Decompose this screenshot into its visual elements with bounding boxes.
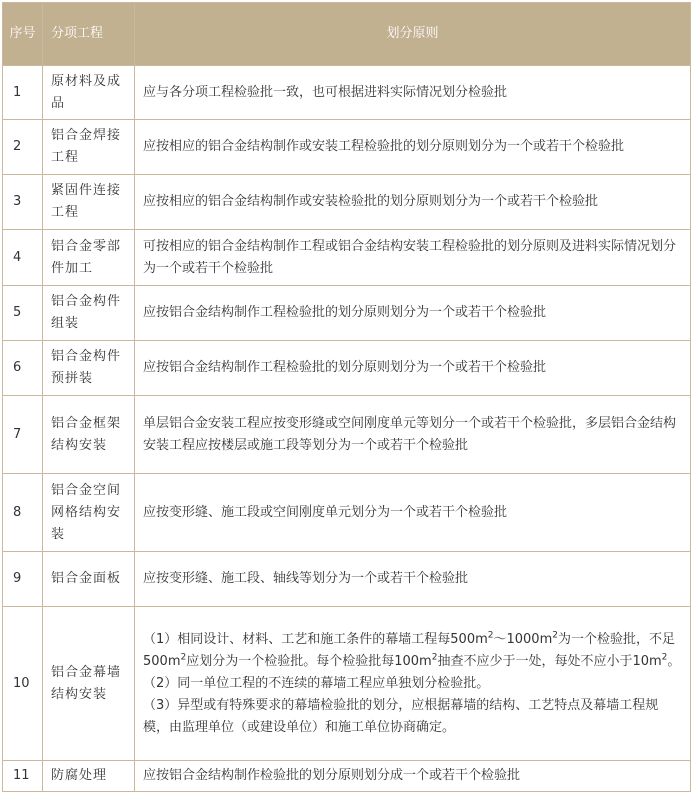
header-seq: 序号 — [3, 3, 43, 66]
row-item: 铝合金框架结构安装 — [43, 396, 135, 474]
table-header-row — [3, 3, 691, 66]
table-row — [3, 66, 691, 120]
table-row — [3, 761, 691, 792]
row-rule: 应按变形缝、施工段、轴线等划分为一个或若干个检验批 — [135, 552, 691, 607]
table-row — [3, 230, 691, 286]
row-item: 防腐处理 — [43, 761, 135, 792]
row-rule — [135, 607, 691, 761]
row-seq: 11 — [3, 761, 43, 792]
row-item: 铝合金幕墙结构安装 — [43, 607, 135, 761]
table-row — [3, 607, 691, 761]
row-item: 紧固件连接工程 — [43, 175, 135, 230]
row-seq: 3 — [3, 175, 43, 230]
row-rule: 应按相应的铝合金结构制作或安装检验批的划分原则划分为一个或若干个检验批 — [135, 175, 691, 230]
table-row — [3, 120, 691, 175]
row-seq: 1 — [3, 66, 43, 120]
header-item: 分项工程 — [43, 3, 135, 66]
rule-paragraph-1: （1）相同设计、材料、工艺和施工条件的幕墙工程每$500m^2\sim 1000m^2$为一个检验批，不足$500m^2$应划分为一个检验批。每个检验批每$100m^2$抽查不应少于一处，每处不应小于$10m^2$。 — [143, 630, 681, 669]
table-row — [3, 286, 691, 341]
row-seq: 5 — [3, 286, 43, 341]
row-item: 铝合金面板 — [43, 552, 135, 607]
row-rule: 应按铝合金结构制作工程检验批的划分原则划分为一个或若干个检验批 — [135, 341, 691, 396]
row-rule: 应按铝合金结构制作检验批的划分原则划分成一个或若干个检验批 — [135, 761, 691, 792]
row-seq: 6 — [3, 341, 43, 396]
inspection-lot-table — [2, 2, 691, 792]
table-row — [3, 175, 691, 230]
rule-paragraph-3: （3）异型或有特殊要求的幕墙检验批的划分，应根据幕墙的结构、工艺特点及幕墙工程规模，由监理单位（或建设单位）和施工单位协商确定。 — [143, 697, 659, 735]
row-seq: 10 — [3, 607, 43, 761]
row-item: 铝合金零部件加工 — [43, 230, 135, 286]
row-rule: 单层铝合金安装工程应按变形缝或空间刚度单元等划分一个或若干个检验批，多层铝合金结构安装工程应按楼层或施工段等划分为一个或若干个检验批 — [135, 396, 691, 474]
row-rule: 可按相应的铝合金结构制作工程或铝合金结构安装工程检验批的划分原则及进料实际情况划分为一个或若干个检验批 — [135, 230, 691, 286]
row-item: 铝合金焊接工程 — [43, 120, 135, 175]
row-seq: 4 — [3, 230, 43, 286]
table-row — [3, 341, 691, 396]
row-rule: 应按铝合金结构制作工程检验批的划分原则划分为一个或若干个检验批 — [135, 286, 691, 341]
header-rule: 划分原则 — [135, 3, 691, 66]
row-item: 铝合金空间网格结构安装 — [43, 474, 135, 552]
table-row — [3, 396, 691, 474]
row-seq: 9 — [3, 552, 43, 607]
row-seq: 7 — [3, 396, 43, 474]
row-item: 铝合金构件组装 — [43, 286, 135, 341]
rule-paragraph-2: （2）同一单位工程的不连续的幕墙工程应单独划分检验批。 — [143, 675, 490, 691]
row-seq: 2 — [3, 120, 43, 175]
row-rule: 应与各分项工程检验批一致，也可根据进料实际情况划分检验批 — [135, 66, 691, 120]
row-rule: 应按变形缝、施工段或空间刚度单元划分为一个或若干个检验批 — [135, 474, 691, 552]
table-row — [3, 474, 691, 552]
row-item: 铝合金构件预拼装 — [43, 341, 135, 396]
row-item: 原材料及成品 — [43, 66, 135, 120]
table-row — [3, 552, 691, 607]
row-rule: 应按相应的铝合金结构制作或安装工程检验批的划分原则划分为一个或若干个检验批 — [135, 120, 691, 175]
row-seq: 8 — [3, 474, 43, 552]
